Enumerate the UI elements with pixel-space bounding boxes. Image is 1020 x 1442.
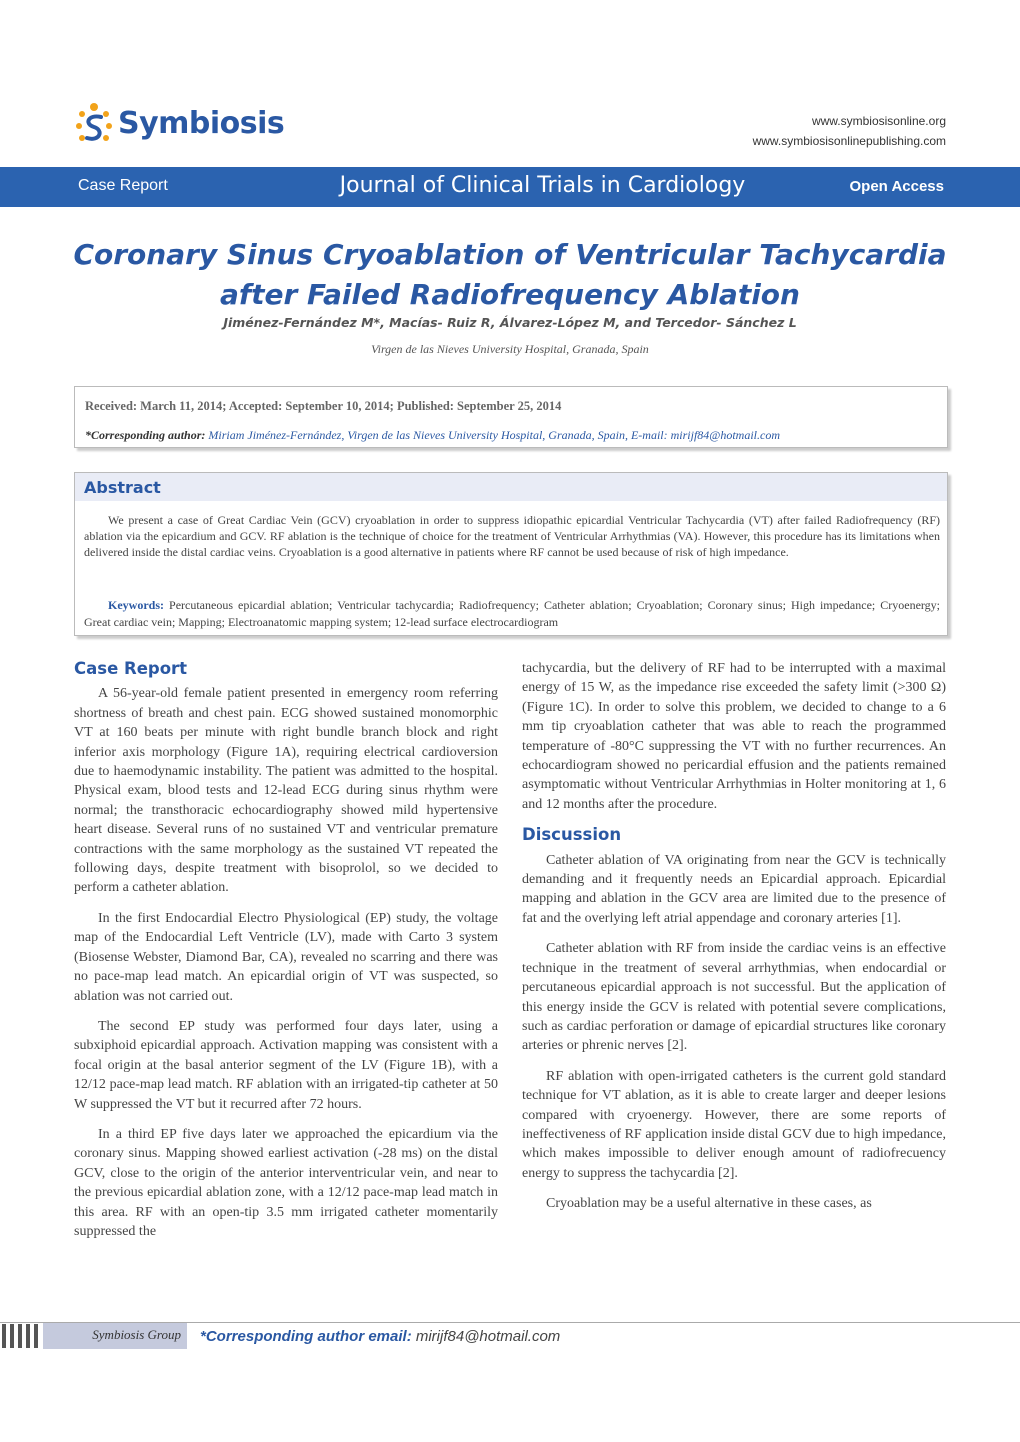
keywords-text: Percutaneous epicardial ablation; Ventricular tachycardia; Radiofrequency; Catheter ablation; Cryoablation; Coronary sinus; High impedance; Cryoenergy; Great cardiac vein; Mapping; Electroanatomic mapping system; 12-lead surface electrocardiogram bbox=[84, 598, 941, 629]
abstract-text: We present a case of Great Cardiac Vein (GCV) cryoablation in order to suppress idiopathic epicardial Ventricular Tachycardia (VT) after failed Radiofrequency (RF) ablation via the epicardium and GCV. RF ablation is the technique of choice for the treatment of Ventricular Arrhythmias (VA). However, this procedure has its limitations when delivered inside the distal cardiac veins. Cryoablation is a good alternative in patients where RF cannot be used because of risk of high impedance. bbox=[84, 513, 940, 559]
journal-banner bbox=[0, 167, 1020, 207]
abstract-header-bar bbox=[75, 473, 947, 501]
article-title-line2: after Failed Radiofrequency Ablation bbox=[220, 278, 800, 311]
left-column bbox=[74, 659, 498, 1252]
footer-stripes-icon bbox=[0, 1324, 40, 1348]
corresponding-author-label: *Corresponding author: bbox=[85, 428, 206, 442]
case-report-heading: Case Report bbox=[74, 659, 188, 678]
keywords bbox=[84, 597, 940, 631]
footer-corresponding bbox=[200, 1328, 560, 1345]
article-type: Case Report bbox=[78, 177, 168, 194]
footer-corr-label: *Corresponding author email: bbox=[200, 1328, 412, 1345]
right-column bbox=[522, 659, 946, 1225]
journal-name: Journal of Clinical Trials in Cardiology bbox=[339, 173, 746, 198]
paragraph: Catheter ablation of VA originating from near the GCV is technically demanding and it frequently needs an Epicardial approach. Epicardial mapping and ablation in the GCV area are limited due to the presence of fat and the overlying left atrial appendage and coronary arteries [1]. bbox=[522, 852, 946, 926]
site-url[interactable]: www.symbiosisonline.org bbox=[811, 114, 946, 128]
symbiosis-logo-icon bbox=[74, 102, 114, 150]
keywords-label: Keywords: bbox=[108, 598, 164, 612]
publication-dates: Received: March 11, 2014; Accepted: September 10, 2014; Published: September 25, 2014 bbox=[85, 399, 562, 413]
paragraph: tachycardia, but the delivery of RF had to be interrupted with a maximal energy of 15 W, as the impedance rise exceeded the safety limit (>300 Ω) (Figure 1C). In order to solve this problem, we decided to change to a 6 mm tip cryoablation catheter that was able to reach the programmed temperature of -80°C suppressing the VT with no further recurrences. An echocardiogram showed no pericardial effusion and the patients remained asymptomatic without Ventricular Arrhythmias in Holter monitoring at 1, 6 and 12 months after the procedure. bbox=[522, 661, 946, 812]
affiliation: Virgen de las Nieves University Hospital, Granada, Spain bbox=[371, 342, 649, 356]
footer-group: Symbiosis Group bbox=[43, 1323, 187, 1349]
paragraph: Catheter ablation with RF from inside the cardiac veins is an effective technique in the treatment of several arrhythmias, when endocardial or percutaneous epicardial approach is not successful. But the application of this energy inside the GCV is related with potential severe complications, such as cardiac perforation or damage of epicardial structures like coronary arteries or phrenic nerves [2]. bbox=[522, 941, 946, 1054]
paragraph: In a third EP five days later we approached the epicardium via the coronary sinus. Mapping showed earliest activation (-28 ms) on the distal GCV, close to the origin of the anterior interventricular vein, and near to the previous epicardial ablation zone, with a 12/12 pace-map lead match in this area. RF with an open-tip 3.5 mm irrigated catheter momentarily suppressed the bbox=[74, 1126, 498, 1239]
paragraph: A 56-year-old female patient presented in emergency room referring shortness of breath and chest pain. ECG showed sustained monomorphic VT at 160 beats per minute with right bundle branch block and right inferior axis morphology (Figure 1A), requiring electrical cardioversion due to haemodynamic instability. The patient was admitted to the hospital. Physical exam, blood tests and 12-lead ECG during sinus rhythm were normal; the transthoracic echocardiography showed mild hypertensive heart disease. Several runs of no sustained VT and ventricular premature contractions with the same morphology as the sustained VT repeated the following days, despite treatment with bisoprolol, so we decided to perform a catheter ablation. bbox=[74, 686, 498, 896]
corresponding-author bbox=[85, 428, 780, 443]
open-access-badge: Open Access bbox=[849, 178, 944, 195]
publishing-url[interactable]: www.symbiosisonlinepublishing.com bbox=[752, 134, 946, 148]
footer-corr-email[interactable]: mirijf84@hotmail.com bbox=[415, 1328, 561, 1345]
paragraph: Cryoablation may be a useful alternative in these cases, as bbox=[546, 1196, 872, 1212]
paragraph: The second EP study was performed four days later, using a subxiphoid epicardial approach. Activation mapping was consistent with a focal origin at the basal anterior segment of the LV (Figure 1B), with a 12/12 pace-map lead match. RF ablation with an irrigated-tip catheter at 50 W suppressed the VT but it recurred after 72 hours. bbox=[74, 1018, 498, 1112]
article-info-box bbox=[74, 386, 948, 448]
abstract-box bbox=[74, 472, 948, 636]
paragraph: RF ablation with open-irrigated catheters is the current gold standard technique for VT ablation, as it is able to create larger and deeper lesions compared with cryoenergy. However, there are some reports of ineffectiveness of RF application inside distal GCV due to high impedance, which makes impossible to deliver enough amount of radiofrecuency energy to suppress the tachycardia [2]. bbox=[522, 1068, 946, 1181]
corresponding-author-text: Miriam Jiménez-Fernández, Virgen de las Nieves University Hospital, Granada, Spain, E-mail: mirijf84@hotmail.com bbox=[208, 428, 781, 442]
authors: Jiménez-Fernández M*, Macías- Ruiz R, Álvarez-López M, and Tercedor- Sánchez L bbox=[223, 315, 797, 330]
logo-text: Symbiosis bbox=[118, 106, 285, 141]
discussion-heading: Discussion bbox=[522, 825, 622, 845]
abstract-heading: Abstract bbox=[84, 478, 161, 497]
article-title-line1: Coronary Sinus Cryoablation of Ventricular Tachycardia bbox=[73, 238, 947, 271]
paragraph: In the first Endocardial Electro Physiological (EP) study, the voltage map of the Endocardial Left Ventricle (LV), made with Carto 3 system (Biosense Webster, Diamond Bar, CA), revealed no scarring and there was no pace-map lead match. An epicardial origin of VT was suspected, so ablation was not carried out. bbox=[74, 910, 498, 1004]
